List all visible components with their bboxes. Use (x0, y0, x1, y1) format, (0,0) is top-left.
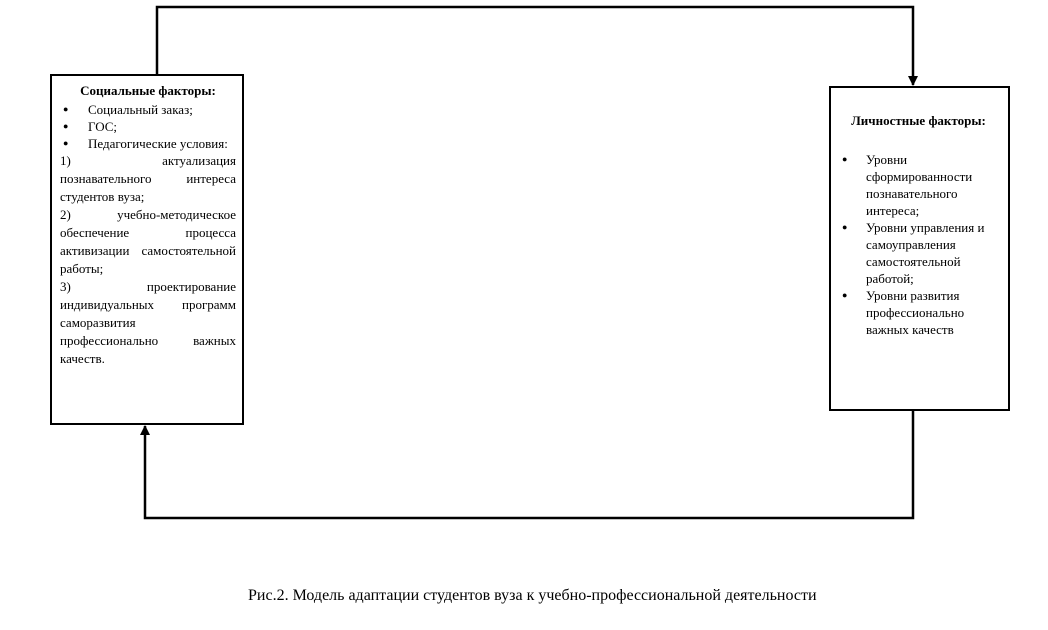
pedagogical-condition-2: 2) учебно-методическое обеспечение процесса активизации самостоятельной работы; (60, 207, 236, 276)
social-factors-box (50, 74, 244, 425)
personal-factors-title: Личностные факторы: (851, 113, 986, 128)
bottom-connector-arrow (145, 411, 913, 518)
social-factors-title: Социальные факторы: (80, 83, 216, 98)
list-item: ● Педагогические условия: (60, 135, 236, 152)
list-item: ● Уровни развития профессионально важных качеств (839, 287, 1004, 338)
personal-factors-bullet-list (839, 151, 1004, 338)
list-item: ● Социальный заказ; (60, 101, 236, 118)
list-item: ● Уровни сформированности познавательного интереса; (839, 151, 1004, 219)
personal-factors-box (829, 86, 1010, 411)
list-item: ● ГОС; (60, 118, 236, 135)
social-factors-bullet-list (60, 101, 236, 152)
pedagogical-condition-3: 3) проектирование индивидуальных программ саморазвития профессионально важных качеств. (60, 279, 236, 366)
top-connector-arrow (157, 7, 913, 85)
figure-caption: Рис.2. Модель адаптации студентов вуза к учебно-профессиональной деятельности (248, 587, 817, 604)
pedagogical-condition-1: 1) актуализация познавательного интереса студентов вуза; (60, 153, 236, 204)
list-item: ● Уровни управления и самоуправления самостоятельной работой; (839, 219, 1004, 287)
